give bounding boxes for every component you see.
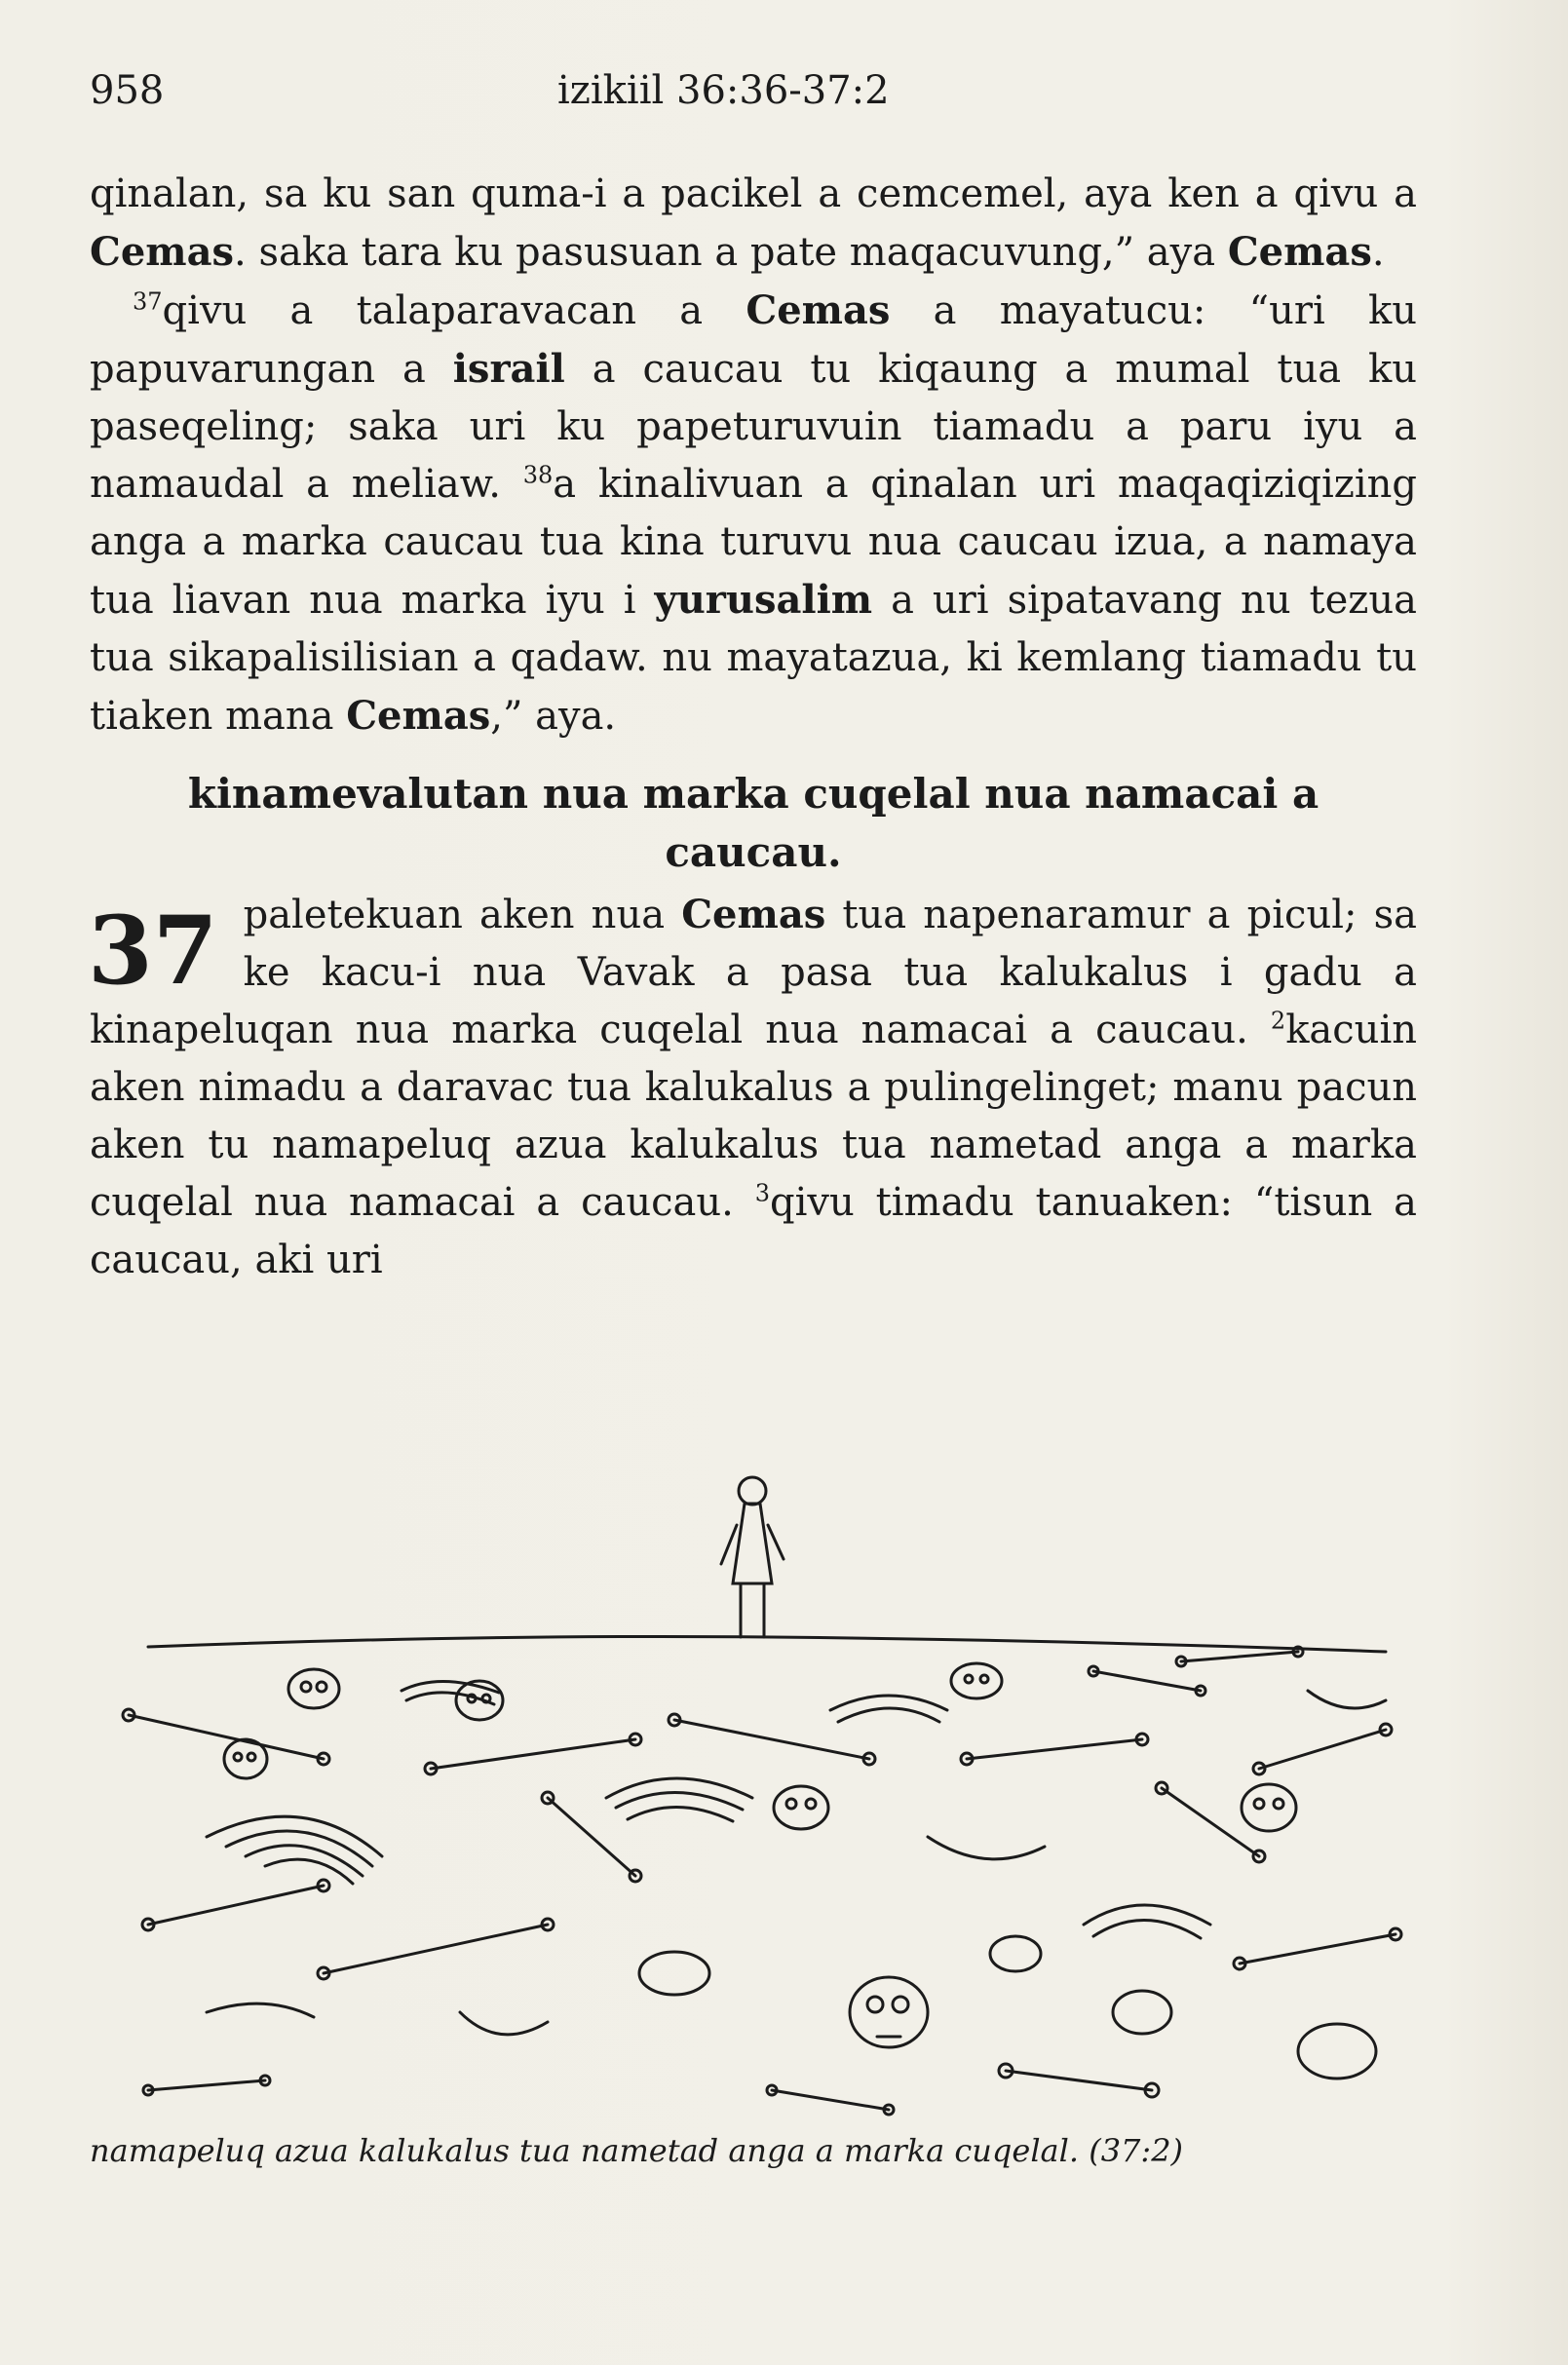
paragraph-36-36 xyxy=(90,166,1417,282)
paragraph-37-1 xyxy=(90,886,1417,1289)
text-run: kacuin aken nimadu a daravac tua kalukalus a pulingelinget; manu pacun aken tu namapeluq azua kalukalus tua nametad anga a marka cuqelal nua namacai a caucau. xyxy=(90,1008,1417,1225)
text-run: ,” aya. xyxy=(490,694,617,739)
paragraph-36-37 xyxy=(90,282,1417,745)
verse-number: 38 xyxy=(522,461,554,489)
main-text xyxy=(90,166,1417,1289)
chapter-number: 37 xyxy=(88,896,218,1006)
name-cemas: Cemas xyxy=(90,229,235,275)
bone-icons xyxy=(123,1647,1401,2115)
text-run: tua napenaramur a picul; sa ke kacu-i nua Vavak a pasa tua kalukalus i gadu a kinapeluqan nua marka cuqelal nua namacai a caucau. xyxy=(90,893,1417,1052)
verse-number: 37 xyxy=(133,287,163,316)
prophet-figure xyxy=(721,1477,784,1637)
ribcage-icons xyxy=(207,1681,1210,1938)
illustration-caption: namapeluq azua kalukalus tua nametad anga a marka cuqelal. (37:2) xyxy=(90,2132,1184,2169)
skull-icons xyxy=(224,1663,1296,2047)
page-header xyxy=(90,51,1473,119)
text-run: paletekuan aken nua xyxy=(243,893,682,937)
page-number: 958 xyxy=(90,68,165,113)
bone-fragment-icons xyxy=(207,1691,1386,2079)
text-run: a uri sipatavang nu tezua tua sikapalisilisian a qadaw. nu mayatazua, ki kemlang tiamadu tu tiaken mana xyxy=(90,578,1417,739)
running-head: izikiil 36:36-37:2 xyxy=(557,68,890,113)
name-cemas: Cemas xyxy=(681,892,826,937)
text-run: a kinalivuan a qinalan uri maqaqiziqizing anga a marka caucau tua kina turuvu nua caucau izua, a namaya tua liavan nua marka iyu i xyxy=(90,462,1417,623)
valley-of-bones-illustration xyxy=(90,1467,1444,2149)
name-cemas: Cemas xyxy=(346,693,491,739)
section-heading: kinamevalutan nua marka cuqelal nua namacai a caucau. xyxy=(187,770,1319,876)
text-run: . saka tara ku pasusuan a pate maqacuvung,” aya xyxy=(234,230,1228,275)
text-run: a caucau tu kiqaung a mumal tua ku paseqeling; saka uri ku papeturuvuin tiamadu a paru iyu a namaudal a meliaw. xyxy=(90,347,1417,507)
text-run: qivu timadu tanuaken: “tisun a caucau, aki uri xyxy=(90,1180,1417,1282)
name-israil: israil xyxy=(452,346,565,392)
name-cemas: Cemas xyxy=(746,287,891,333)
name-cemas: Cemas xyxy=(1227,229,1372,275)
text-run: a mayatucu: “uri ku papuvarungan a xyxy=(90,288,1417,392)
verse-number: 2 xyxy=(1270,1007,1286,1035)
text-run: . xyxy=(1371,230,1385,275)
name-yurusalim: yurusalim xyxy=(654,577,873,623)
horizon-line xyxy=(148,1636,1386,1652)
text-run: qivu a talaparavacan a xyxy=(162,288,746,333)
text-run: qinalan, sa ku san quma-i a pacikel a cemcemel, aya ken a qivu a xyxy=(90,172,1417,216)
verse-number: 3 xyxy=(754,1179,770,1207)
